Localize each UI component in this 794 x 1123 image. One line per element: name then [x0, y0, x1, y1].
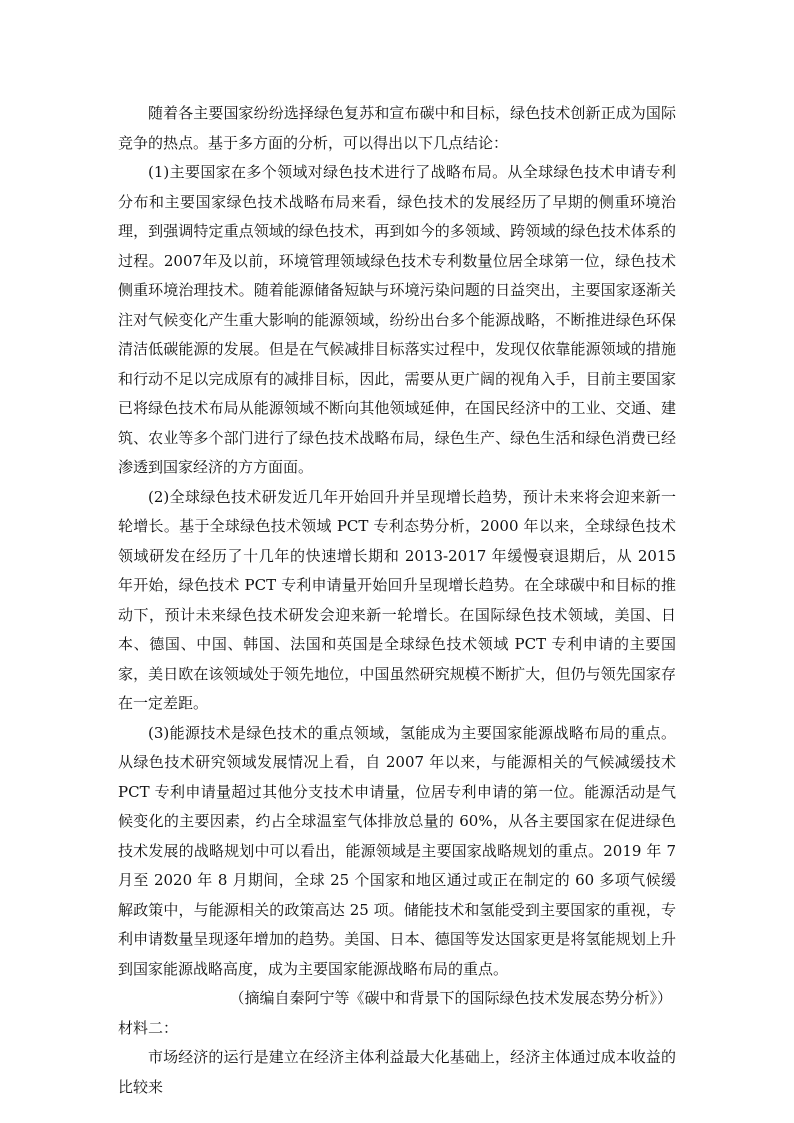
source-citation: （摘编自秦阿宁等《碳中和背景下的国际绿色技术发展态势分析》）	[229, 989, 672, 1007]
article-text	[118, 99, 676, 1102]
conclusion-1-paragraph: (1)主要国家在多个领域对绿色技术进行了战略布局。从全球绿色技术申请专利分布和主要国家绿色技术战略布局来看，绿色技术的发展经历了早期的侧重环境治理，到强调特定重点领域的绿色技术，再到如今的多领域、跨领域的绿色技术体系的过程。2007年及以前，环境管理领域绿色技术专利数量位居全球第一位，绿色技术侧重环境治理技术。随着能源储备短缺与环境污染问题的日益突出，主要国家逐渐关注对气候变化产生重大影响的能源领域，纷纷出台多个能源战略，不断推进绿色环保清洁低碳能源的发展。但是在气候减排目标落实过程中，发现仅依靠能源领域的措施和行动不足以完成原有的减排目标，因此，需要从更广阔的视角入手，目前主要国家已将绿色技术布局从能源领域不断向其他领域延伸，在国民经济中的工业、交通、建筑、农业等多个部门进行了绿色技术战略布局，绿色生产、绿色生活和绿色消费已经渗透到国家经济的方方面面。	[118, 163, 676, 476]
intro-paragraph: 随着各主要国家纷纷选择绿色复苏和宣布碳中和目标，绿色技术创新正成为国际竞争的热点。基于多方面的分析，可以得出以下几点结论：	[118, 104, 676, 152]
conclusion-2-paragraph: (2)全球绿色技术研发近几年开始回升并呈现增长趋势，预计未来将会迎来新一轮增长。基于全球绿色技术领域 PCT 专利态势分析，2000 年以来，全球绿色技术领域研发在经历了十几年的快速增长期和 2013-2017 年缓慢衰退期后，从 2015 年开始，绿色技术 PCT 专利申请量开始回升呈现增长趋势。在全球碳中和目标的推动下，预计未来绿色技术研发会迎来新一轮增长。在国际绿色技术领域，美国、日本、德国、中国、韩国、法国和英国是全球绿色技术领域 PCT 专利申请的主要国家，美日欧在该领域处于领先地位，中国虽然研究规模不断扩大，但仍与领先国家存在一定差距。	[118, 487, 676, 712]
material-2-label: 材料二：	[118, 1018, 179, 1037]
conclusion-3-paragraph: (3)能源技术是绿色技术的重点领域，氢能成为主要国家能源战略布局的重点。从绿色技术研究领域发展情况上看，自 2007 年以来，与能源相关的气候减缓技术 PCT 专利申请量超过其他分支技术申请量，位居专利申请的第一位。能源活动是气候变化的主要因素，约占全球温室气体排放总量的 60%，从各主要国家在促进绿色技术发展的战略规划中可以看出，能源领域是主要国家战略规划的重点。2019 年 7 月至 2020 年 8 月期间，全球 25 个国家和地区通过或正在制定的 60 多项气候缓解政策中，与能源相关的政策高达 25 项。储能技术和氢能受到主要国家的重视，专利申请数量呈现逐年增加的趋势。美国、日本、德国等发达国家更是将氢能规划上升到国家能源战略高度，成为主要国家能源战略布局的重点。	[118, 723, 676, 978]
material-2-paragraph: 市场经济的运行是建立在经济主体利益最大化基础上，经济主体通过成本收益的比较来	[118, 1048, 676, 1096]
